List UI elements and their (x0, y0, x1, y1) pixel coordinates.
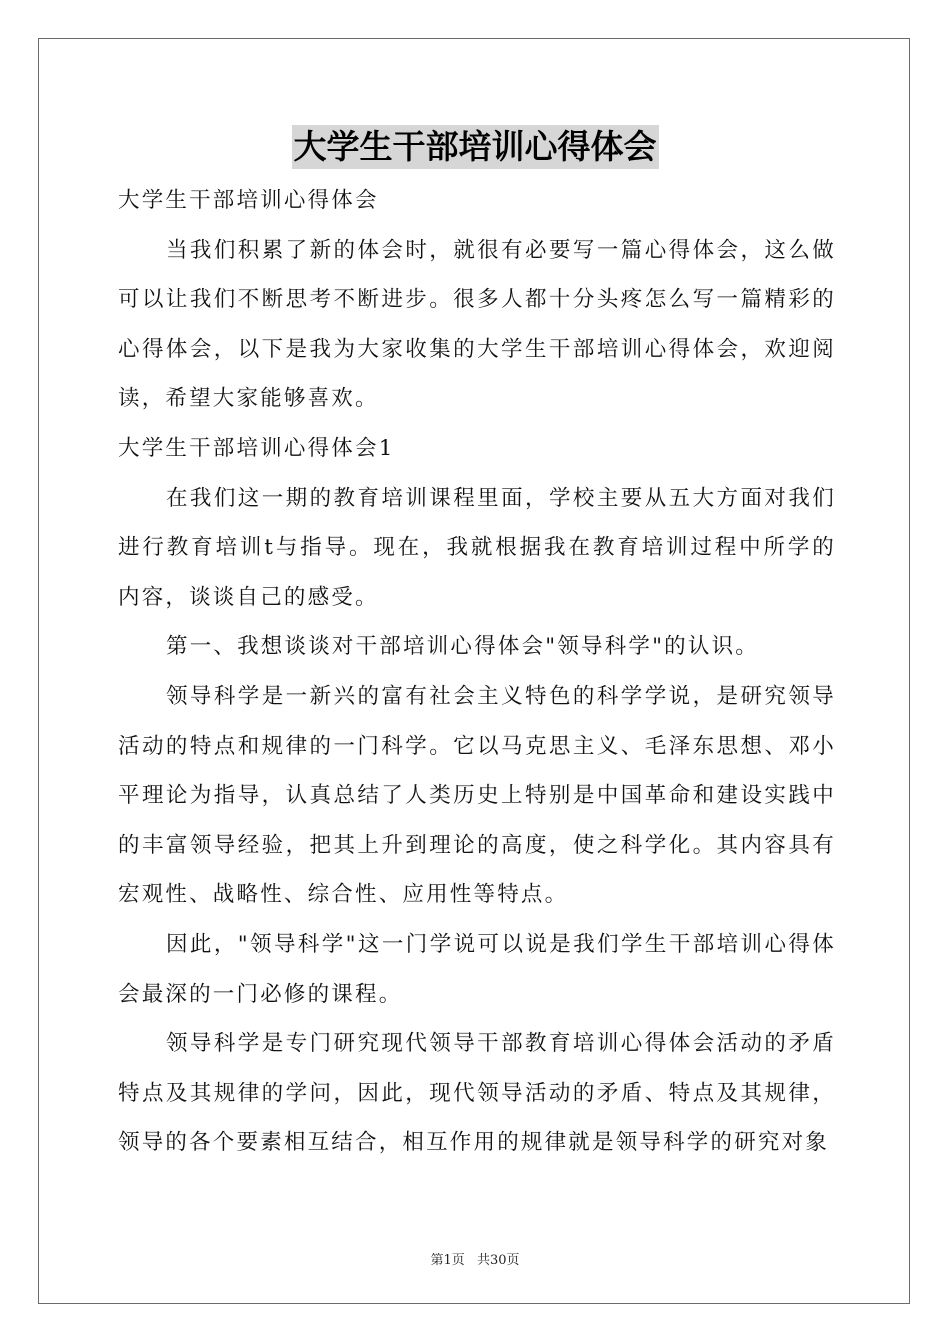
document-title: 大学生干部培训心得体会 (292, 125, 659, 169)
paragraph: 在我们这一期的教育培训课程里面，学校主要从五大方面对我们进行教育培训t与指导。现在，我就根据我在教育培训过程中所学的内容，谈谈自己的感受。 (118, 485, 836, 610)
page-footer (0, 1249, 950, 1268)
title-container (0, 125, 950, 169)
paragraph: 领导科学是一新兴的富有社会主义特色的科学学说，是研究领导活动的特点和规律的一门科学。它以马克思主义、毛泽东思想、邓小平理论为指导，认真总结了人类历史上特别是中国革命和建设实践中的丰富领导经验，把其上升到理论的高度，使之科学化。其内容具有宏观性、战略性、综合性、应用性等特点。 (118, 683, 836, 908)
page-number: 第1页 (430, 1253, 465, 1268)
page-total: 共30页 (476, 1253, 520, 1268)
paragraph: 大学生干部培训心得体会 (118, 188, 379, 213)
document-body (118, 176, 836, 1168)
paragraph: 当我们积累了新的体会时，就很有必要写一篇心得体会，这么做可以让我们不断思考不断进步。很多人都十分头疼怎么写一篇精彩的心得体会，以下是我为大家收集的大学生干部培训心得体会，欢迎阅读，希望大家能够喜欢。 (118, 237, 836, 412)
paragraph: 大学生干部培训心得体会1 (118, 435, 395, 461)
paragraph: 第一、我想谈谈对干部培训心得体会"领导科学"的认识。 (166, 634, 759, 660)
paragraph: 因此，"领导科学"这一门学说可以说是我们学生干部培训心得体会最深的一门必修的课程。 (118, 931, 836, 1007)
paragraph: 领导科学是专门研究现代领导干部教育培训心得体会活动的矛盾特点及其规律的学问，因此，现代领导活动的矛盾、特点及其规律，领导的各个要素相互结合，相互作用的规律就是领导科学的研究对象 (118, 1031, 836, 1156)
